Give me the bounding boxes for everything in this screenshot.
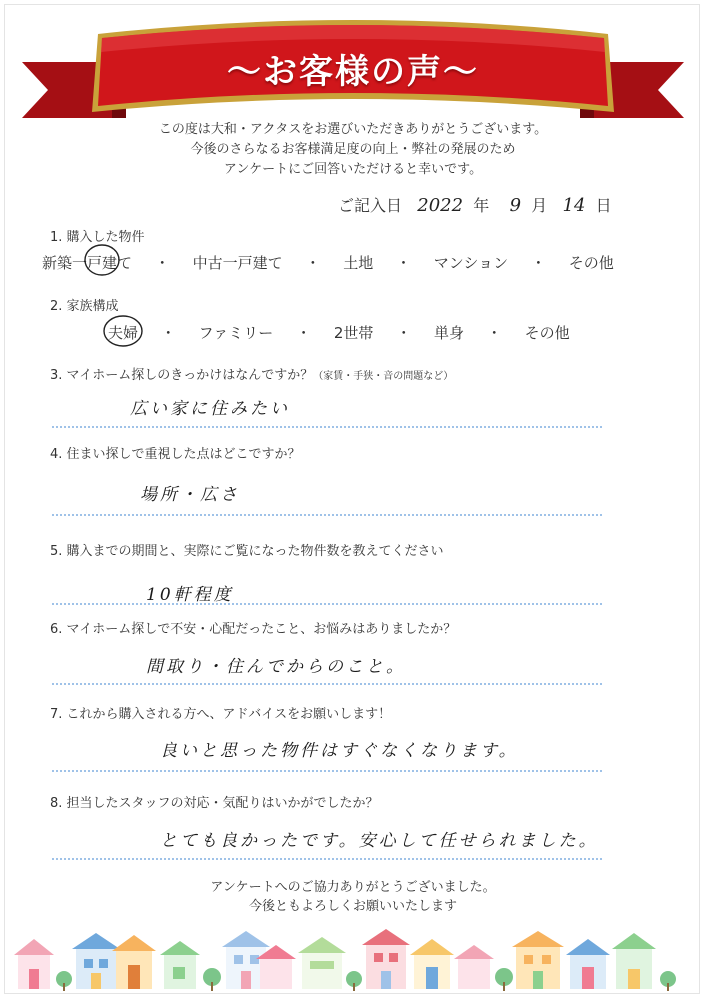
option-couple-circled: 夫婦: [108, 322, 138, 343]
option-other: その他: [568, 254, 614, 272]
house-icon: [112, 935, 156, 989]
question-8-label: 8. 担当したスタッフの対応・気配りはいかがでしたか？: [50, 796, 379, 811]
option-two-generation: 2世帯: [333, 324, 374, 342]
intro-line-2: 今後のさらなるお客様満足度の向上・弊社の発展のため: [190, 142, 516, 157]
page-title: 〜お客様の声〜: [227, 52, 479, 92]
house-icon: [362, 929, 410, 989]
date-year-unit: 年: [473, 196, 490, 215]
option-other: その他: [524, 324, 570, 342]
intro-line-1: この度は大和・アクタスをお選びいただきありがとうございます。: [158, 122, 548, 137]
house-icon: [410, 939, 454, 989]
entry-date: [338, 193, 612, 216]
question-5-label: 5. 購入までの期間と、実際にご覧になった物件数を教えてください: [50, 544, 444, 559]
hand-circle-mark: [102, 312, 146, 350]
answer-line: [52, 858, 602, 860]
hand-circle-mark: [82, 242, 122, 278]
house-icon: [160, 941, 200, 989]
question-7-label: 7. これから購入される方へ、アドバイスをお願いします！: [50, 707, 392, 722]
question-2-options: 夫婦 ・ ファミリー ・ 2世帯 ・ 単身 ・ その他: [108, 322, 570, 343]
answer-line: [52, 603, 602, 605]
house-icon: [512, 931, 564, 989]
answer-4: 場所・広さ: [140, 485, 240, 505]
answer-6: 間取り・住んでからのこと。: [146, 657, 406, 677]
house-icon: [566, 939, 610, 989]
intro-line-3: アンケートにご回答いただけると幸いです。: [223, 162, 483, 177]
question-1-options: 新築一戸建て ・ 中古一戸建て ・ 土地 ・ マンション ・ その他: [42, 252, 614, 273]
date-day: 14: [562, 195, 586, 216]
answer-line: [52, 770, 602, 772]
house-icon: [612, 933, 656, 989]
answer-line: [52, 683, 602, 685]
answer-8: とても良かったです。安心して任せられました。: [160, 831, 599, 851]
question-2-label: 2. 家族構成: [50, 299, 119, 314]
option-family: ファミリー: [198, 324, 274, 342]
option-mansion: マンション: [433, 254, 509, 272]
answer-line: [52, 426, 602, 428]
question-3-note: （家賃・手狭・音の問題など）: [313, 371, 454, 382]
answer-5: 10軒程度: [146, 585, 234, 605]
answer-7: 良いと思った物件はすぐなくなります。: [160, 741, 519, 761]
date-label: ご記入日: [338, 196, 403, 215]
date-year: 2022: [417, 195, 464, 216]
house-icon: [298, 937, 346, 989]
house-icon: [72, 933, 120, 989]
option-used-house: 中古一戸建て: [192, 254, 283, 272]
question-1-label: 1. 購入した物件: [50, 230, 145, 245]
question-4-label: 4. 住まい探しで重視した点はどこですか？: [50, 447, 301, 462]
house-icon: [454, 945, 494, 989]
option-land: 土地: [343, 254, 374, 272]
question-6-label: 6. マイホーム探しで不安・心配だったこと、お悩みはありましたか？: [50, 622, 457, 637]
date-month: 9: [509, 195, 522, 216]
date-month-unit: 月: [531, 196, 548, 215]
house-icon: [14, 939, 54, 989]
thanks-line-1: アンケートへのご協力ありがとうございました。: [210, 880, 496, 895]
option-single: 単身: [434, 324, 465, 342]
answer-3: 広い家に住みたい: [130, 399, 290, 419]
option-new-house-circled: 新築一戸建て: [42, 252, 132, 273]
thanks-line-2: 今後ともよろしくお願いいたします: [248, 899, 457, 914]
houses-illustration: [0, 925, 706, 995]
date-day-unit: 日: [595, 196, 612, 215]
answer-line: [52, 514, 602, 516]
question-3-label: 3. マイホーム探しのきっかけはなんですか？（家賃・手狭・音の問題など）: [50, 368, 454, 383]
